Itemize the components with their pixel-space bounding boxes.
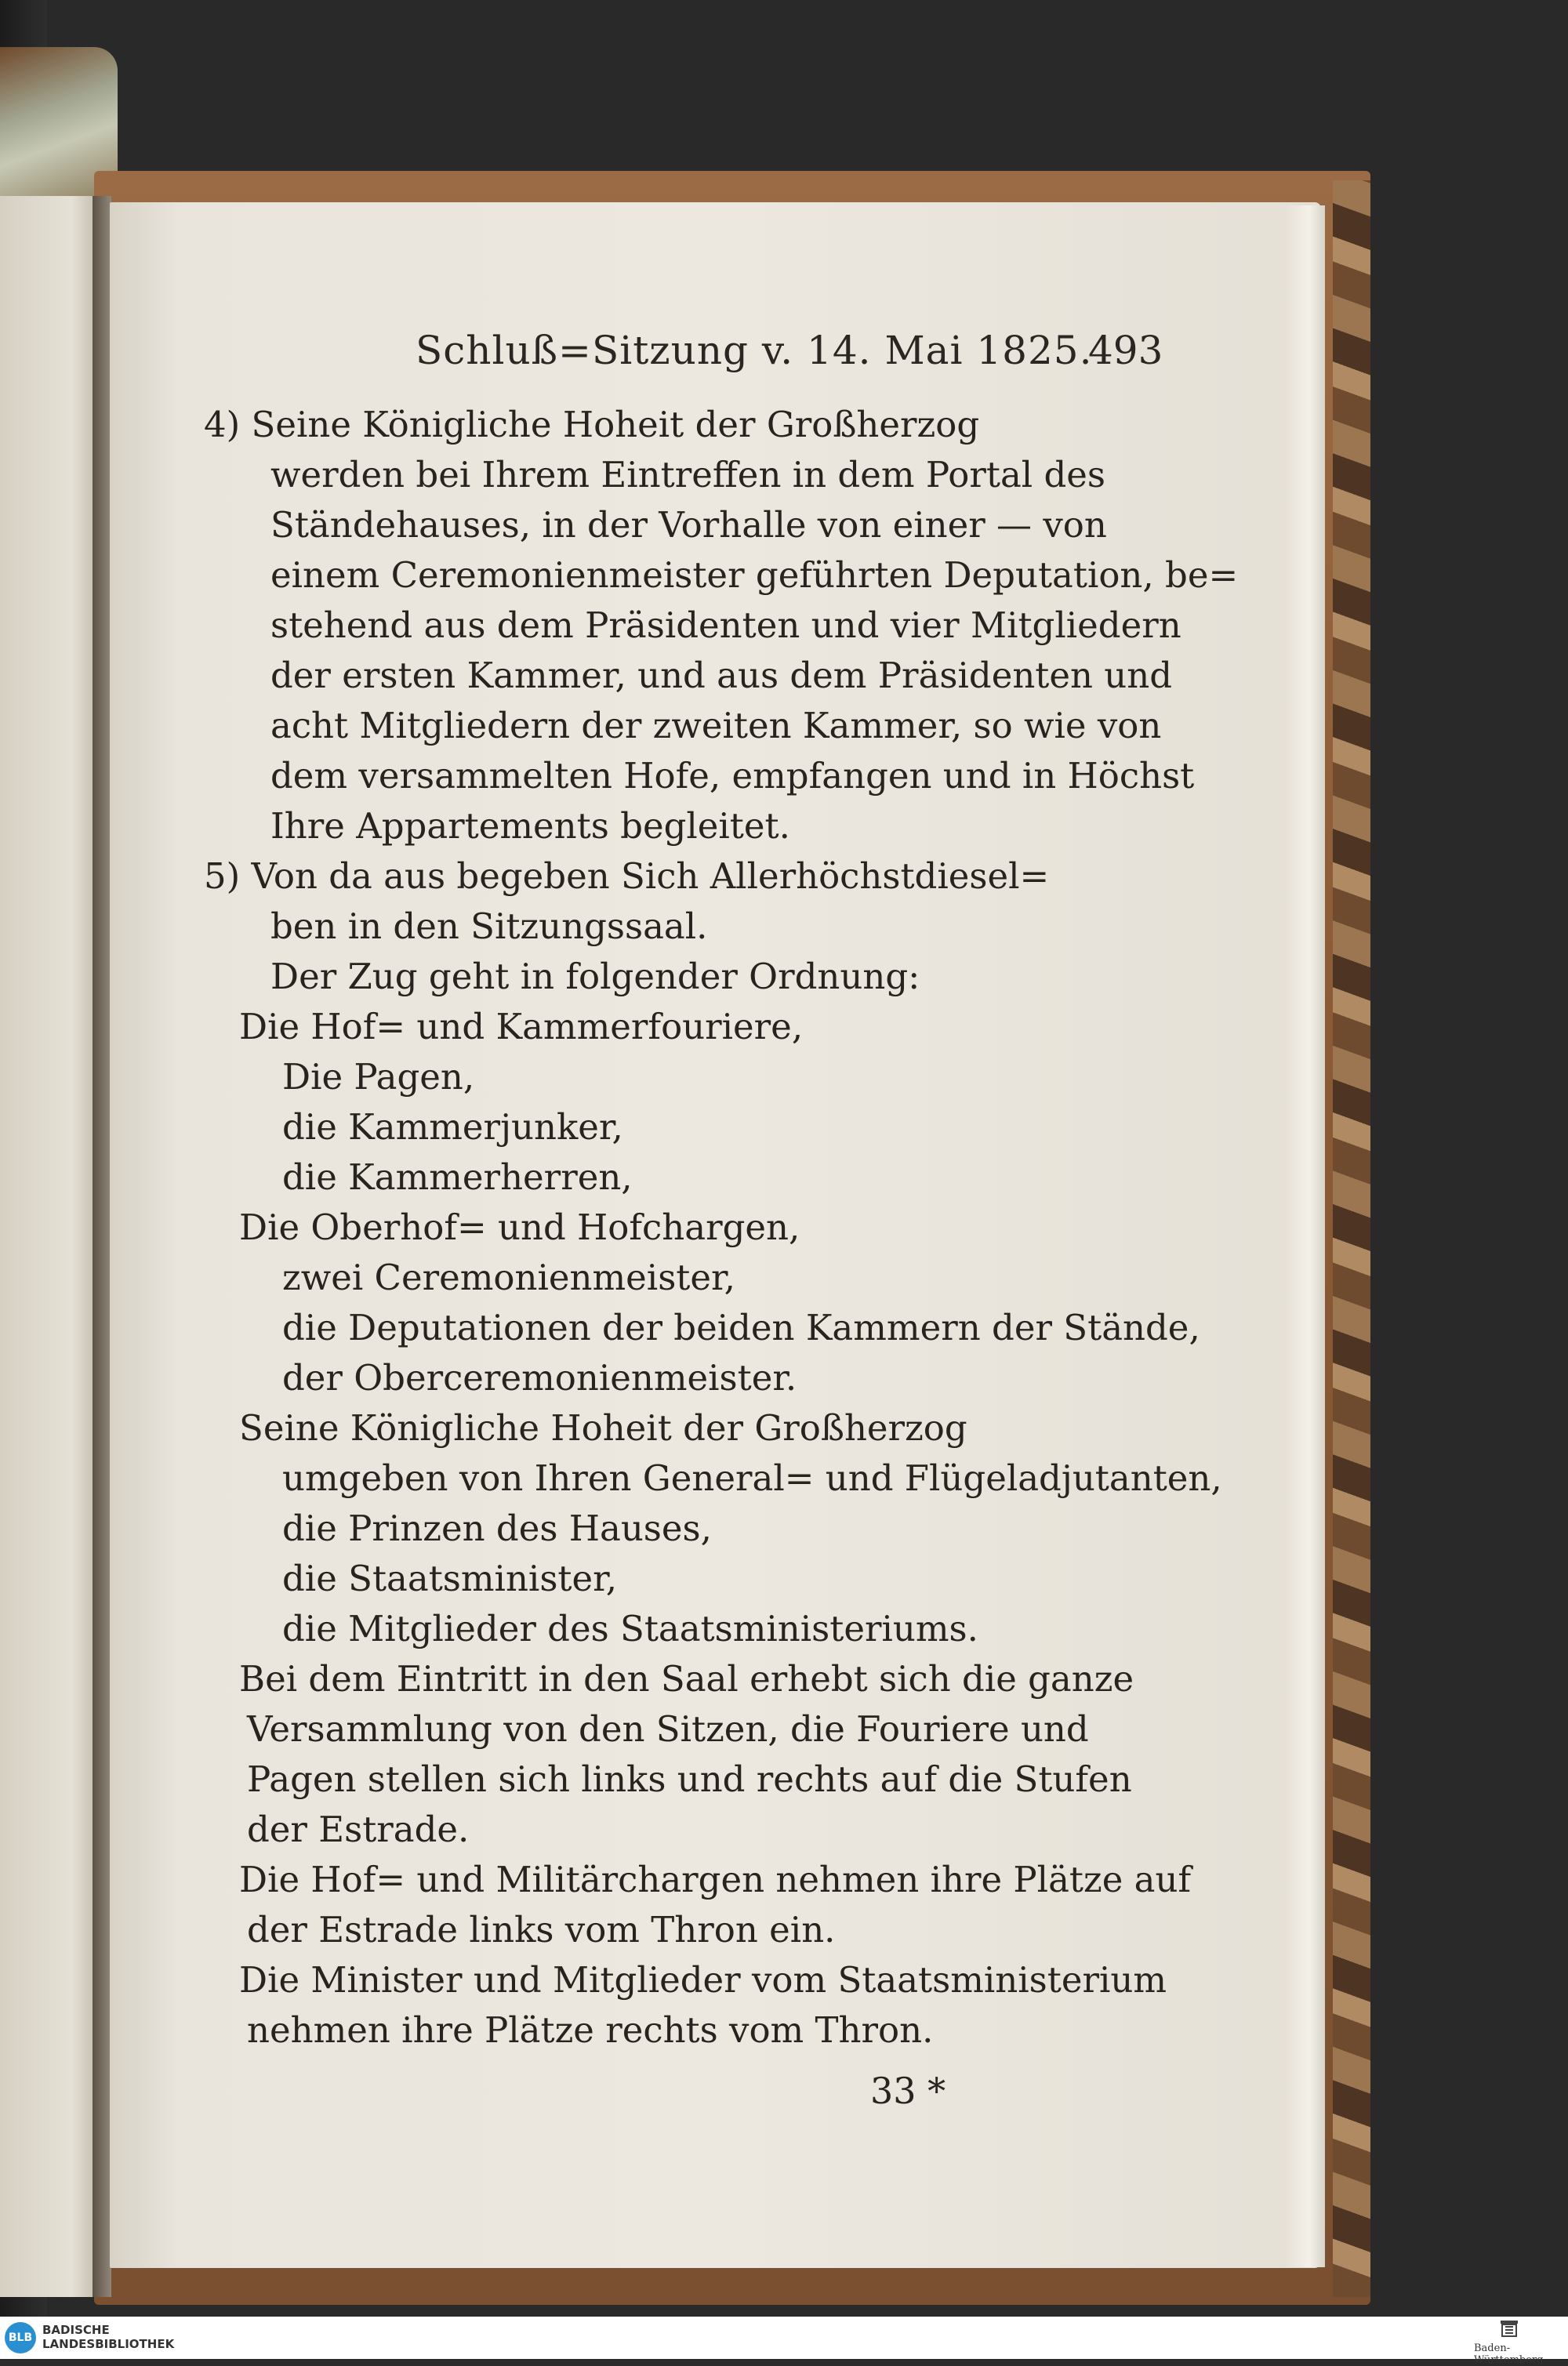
text-line: werden bei Ihrem Eintreffen in dem Portal des xyxy=(270,454,1106,495)
text-line: ben in den Sitzungssaal. xyxy=(270,905,708,947)
text-line: Die Pagen, xyxy=(282,1056,475,1098)
text-line: Die Oberhof= und Hofchargen, xyxy=(239,1207,800,1248)
text-line: die Mitglieder des Staatsministeriums. xyxy=(282,1608,978,1649)
text-line: acht Mitgliedern der zweiten Kammer, so wie von xyxy=(270,705,1162,746)
text-line: Bei dem Eintritt in den Saal erhebt sich die ganze xyxy=(239,1658,1134,1700)
running-head-title: Schluß=Sitzung v. 14. Mai 1825. xyxy=(416,328,1093,373)
text-line: dem versammelten Hofe, empfangen und in Höchst xyxy=(270,755,1195,797)
text-line: Ständehauses, in der Vorhalle von einer — von xyxy=(270,504,1107,546)
book-gutter xyxy=(93,196,111,2297)
marbled-cover-edge xyxy=(1333,180,1370,2297)
text-line: Der Zug geht in folgender Ordnung: xyxy=(270,956,920,997)
library-name-line1: BADISCHE xyxy=(42,2323,110,2337)
text-line: einem Ceremonienmeister geführten Deputation, be= xyxy=(270,554,1239,596)
text-line: 4) Seine Königliche Hoheit der Großherzog xyxy=(204,404,980,445)
text-line: umgeben von Ihren General= und Flügeladjutanten, xyxy=(282,1457,1222,1499)
text-line: Versammlung von den Sitzen, die Fouriere und xyxy=(247,1708,1089,1750)
text-line: Ihre Appartements begleitet. xyxy=(270,805,790,847)
text-line: der Oberceremonienmeister. xyxy=(282,1357,797,1399)
body-text xyxy=(204,400,1239,2056)
text-line: die Staatsminister, xyxy=(282,1558,617,1599)
text-line: Die Hof= und Kammerfouriere, xyxy=(239,1006,804,1047)
blb-logo-icon[interactable]: BLB xyxy=(5,2322,36,2353)
text-line: die Kammerherren, xyxy=(282,1156,633,1198)
text-line: stehend aus dem Präsidenten und vier Mitgliedern xyxy=(270,604,1181,646)
text-line: die Kammerjunker, xyxy=(282,1106,623,1148)
text-line: Die Minister und Mitglieder vom Staatsministerium xyxy=(239,1959,1167,2001)
signature-mark: 33 * xyxy=(870,2070,946,2112)
text-line: Seine Königliche Hoheit der Großherzog xyxy=(239,1407,967,1449)
text-line: die Deputationen der beiden Kammern der Stände, xyxy=(282,1307,1200,1348)
state-crest-icon xyxy=(1497,2319,1521,2339)
state-label: Baden-Württemberg xyxy=(1474,2342,1544,2366)
text-line: der Estrade. xyxy=(247,1809,470,1850)
library-name xyxy=(42,2323,174,2351)
text-line: der Estrade links vom Thron ein. xyxy=(247,1909,836,1950)
text-line: Die Hof= und Militärchargen nehmen ihre Plätze auf xyxy=(239,1859,1192,1900)
text-line: Pagen stellen sich links und rechts auf die Stufen xyxy=(247,1758,1132,1800)
text-line: zwei Ceremonienmeister, xyxy=(282,1257,735,1298)
page-fore-edge xyxy=(1286,205,1325,2267)
viewer-footer-bar xyxy=(0,2317,1568,2359)
library-name-line2: LANDESBIBLIOTHEK xyxy=(42,2337,175,2351)
text-line: die Prinzen des Hauses, xyxy=(282,1508,712,1549)
text-line: nehmen ihre Plätze rechts vom Thron. xyxy=(247,2009,934,2051)
text-line: der ersten Kammer, und aus dem Präsidenten und xyxy=(270,655,1173,696)
text-line: 5) Von da aus begeben Sich Allerhöchstdiesel= xyxy=(204,855,1050,897)
page-number: 493 xyxy=(1088,328,1163,373)
left-page-edge xyxy=(0,196,102,2297)
